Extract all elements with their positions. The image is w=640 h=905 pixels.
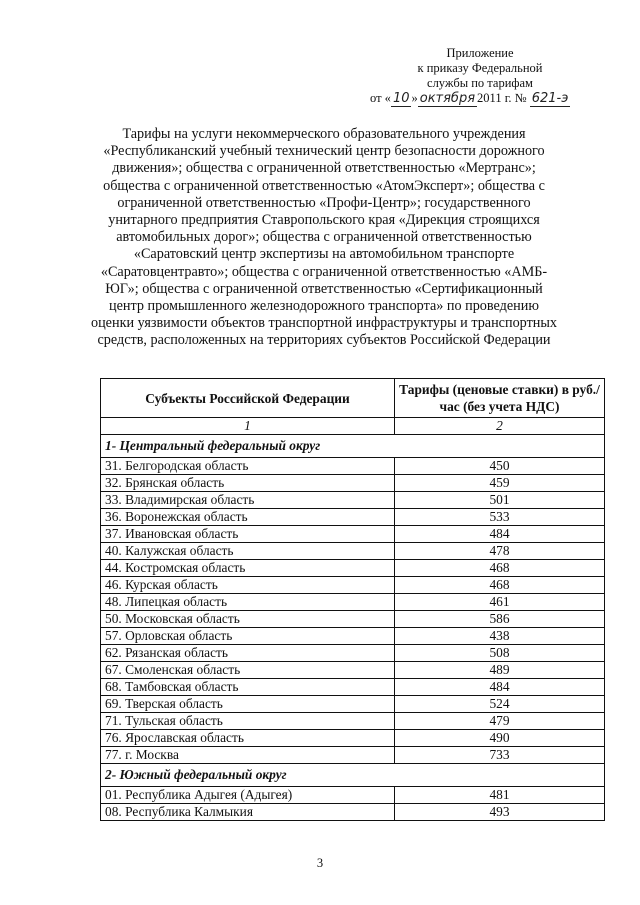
subject-name: 57. Орловская область — [101, 628, 395, 645]
order-date-line — [370, 91, 600, 106]
appendix-line-3: службы по тарифам — [427, 76, 533, 90]
table-row — [101, 713, 605, 730]
tariff-value: 524 — [395, 696, 605, 713]
date-year: 2011 г. № — [477, 91, 527, 105]
tariff-value: 481 — [395, 787, 605, 804]
table-row — [101, 492, 605, 509]
subject-name: 33. Владимирская область — [101, 492, 395, 509]
tariff-value: 484 — [395, 526, 605, 543]
subject-name: 44. Костромская область — [101, 560, 395, 577]
date-month-handwritten: октября — [419, 91, 476, 106]
tariff-value: 501 — [395, 492, 605, 509]
table-row — [101, 594, 605, 611]
tariff-value: 438 — [395, 628, 605, 645]
tariff-value: 450 — [395, 458, 605, 475]
appendix-header — [360, 46, 600, 106]
date-prefix: от « — [370, 91, 391, 105]
table-row — [101, 679, 605, 696]
appendix-line-1: Приложение — [446, 46, 514, 60]
subject-name: 48. Липецкая область — [101, 594, 395, 611]
date-day-handwritten: 10 — [392, 91, 410, 106]
order-number-handwritten: 621-э — [531, 91, 569, 106]
subject-name: 68. Тамбовская область — [101, 679, 395, 696]
document-title: Тарифы на услуги некоммерческого образовательного учреждения «Республиканский учебный технический центр безопасности дорожного движения»; общества с ограниченной ответственностью «Мертранс»; общества с ограниченной ответственностью «АтомЭксперт»; общества с ограниченной ответственностью «Профи-Центр»; государственного унитарного предприятия Ставропольского края «Дирекция строящихся автомобильных дорог»; общества с ограниченной ответственностью «Саратовский центр экспертизы на автомобильном транспорте «Саратовцентравто»; общества с ограниченной ответственностью «АМБ-ЮГ»; общества с ограниченной ответственностью «Сертификационный центр промышленного железнодорожного транспорта» по проведению оценки уязвимости объектов транспортной инфраструктуры и транспортных средств, расположенных на территориях субъектов Российской Федерации — [91, 126, 557, 349]
subject-name: 71. Тульская область — [101, 713, 395, 730]
column-number-1: 1 — [101, 418, 395, 435]
subject-name: 36. Воронежская область — [101, 509, 395, 526]
table-row — [101, 730, 605, 747]
table-row — [101, 804, 605, 821]
table-row — [101, 747, 605, 764]
tariff-value: 493 — [395, 804, 605, 821]
table-row — [101, 543, 605, 560]
subject-name: 62. Рязанская область — [101, 645, 395, 662]
table-row — [101, 662, 605, 679]
subject-name: 31. Белгородская область — [101, 458, 395, 475]
subject-name: 77. г. Москва — [101, 747, 395, 764]
tariff-value: 490 — [395, 730, 605, 747]
tariff-value: 478 — [395, 543, 605, 560]
tariff-value: 459 — [395, 475, 605, 492]
tariff-value: 479 — [395, 713, 605, 730]
column-number-row — [101, 418, 605, 435]
appendix-line-2: к приказу Федеральной — [417, 61, 543, 75]
district-name: 2- Южный федеральный округ — [101, 764, 605, 787]
table-row — [101, 696, 605, 713]
district-row — [101, 764, 605, 787]
tariff-value: 468 — [395, 560, 605, 577]
column-number-2: 2 — [395, 418, 605, 435]
subject-name: 40. Калужская область — [101, 543, 395, 560]
subject-name: 46. Курская область — [101, 577, 395, 594]
tariff-value: 733 — [395, 747, 605, 764]
table-row — [101, 526, 605, 543]
subject-name: 76. Ярославская область — [101, 730, 395, 747]
table-row — [101, 645, 605, 662]
tariff-value: 461 — [395, 594, 605, 611]
tariff-value: 489 — [395, 662, 605, 679]
subject-name: 01. Республика Адыгея (Адыгея) — [101, 787, 395, 804]
district-row — [101, 435, 605, 458]
table-row — [101, 509, 605, 526]
district-name: 1- Центральный федеральный округ — [101, 435, 605, 458]
subject-name: 08. Республика Калмыкия — [101, 804, 395, 821]
table-header-row — [101, 379, 605, 418]
page-number: 3 — [316, 856, 324, 870]
subject-name: 67. Смоленская область — [101, 662, 395, 679]
header-tariffs: Тарифы (ценовые ставки) в руб./час (без учета НДС) — [395, 379, 605, 418]
table-row — [101, 458, 605, 475]
tariffs-table — [100, 378, 605, 821]
subject-name: 50. Московская область — [101, 611, 395, 628]
table-row — [101, 577, 605, 594]
tariff-value: 468 — [395, 577, 605, 594]
subject-name: 37. Ивановская область — [101, 526, 395, 543]
table-row — [101, 560, 605, 577]
tariff-value: 586 — [395, 611, 605, 628]
table-row — [101, 475, 605, 492]
header-subjects: Субъекты Российской Федерации — [101, 379, 395, 418]
tariff-value: 508 — [395, 645, 605, 662]
date-mid: » — [411, 91, 418, 105]
subject-name: 32. Брянская область — [101, 475, 395, 492]
subject-name: 69. Тверская область — [101, 696, 395, 713]
table-row — [101, 787, 605, 804]
tariff-value: 533 — [395, 509, 605, 526]
table-row — [101, 628, 605, 645]
tariff-value: 484 — [395, 679, 605, 696]
table-row — [101, 611, 605, 628]
